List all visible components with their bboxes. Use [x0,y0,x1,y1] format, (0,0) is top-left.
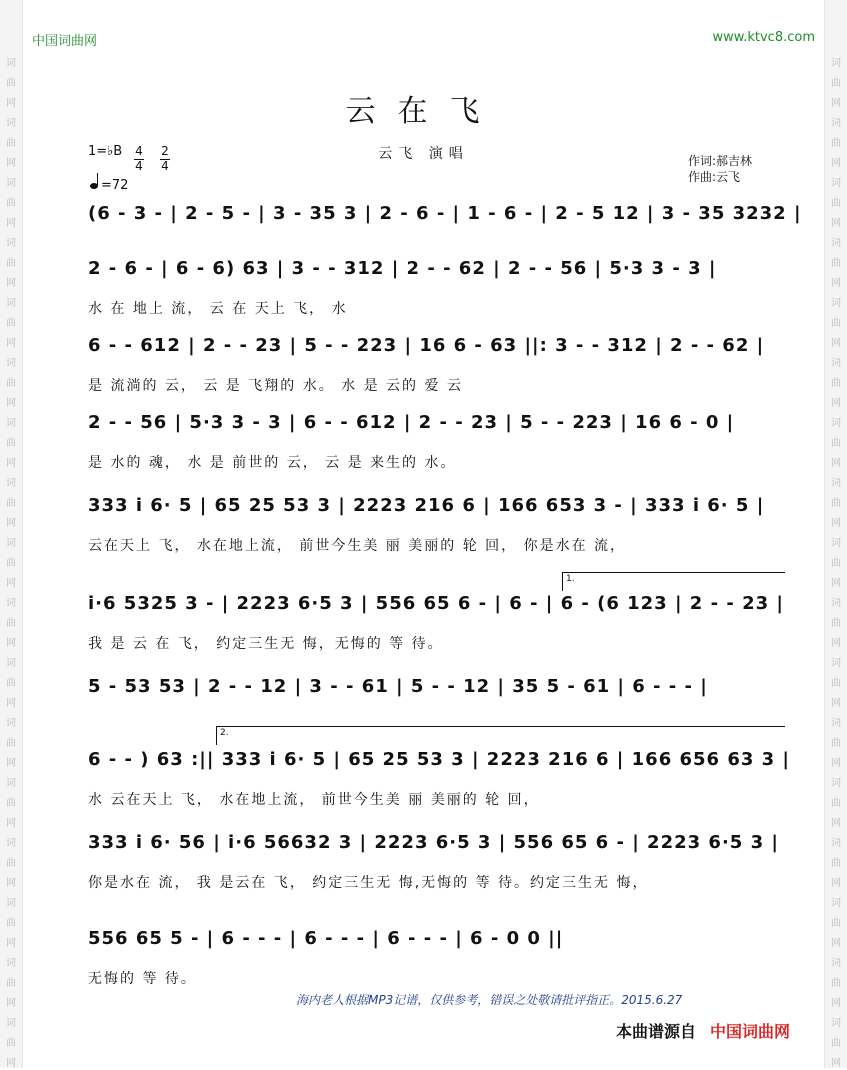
watermark-glyph: 词 [6,778,16,789]
watermark-glyph: 词 [6,838,16,849]
watermark-glyph: 曲 [831,618,841,629]
watermark-glyph: 曲 [6,498,16,509]
watermark-glyph: 网 [6,818,16,829]
watermark-glyph: 词 [831,298,841,309]
watermark-glyph: 网 [831,218,841,229]
watermark-glyph: 词 [831,958,841,969]
notation-line: 5 - 53 53 | 2 - - 12 | 3 - - 61 | 5 - - 12 | 35 5 - 61 | 6 - - - | [88,676,708,697]
quarter-note-icon [90,183,98,189]
time-sig-1: 4 4 [135,144,143,173]
notation-line: 6 - - 612 | 2 - - 23 | 5 - - 223 | 16 6 - 63 ||: 3 - - 312 | 2 - - 62 | [88,335,765,356]
credits [688,153,752,185]
watermark-glyph: 曲 [831,138,841,149]
watermark-glyph: 曲 [6,438,16,449]
watermark-glyph: 曲 [831,918,841,929]
watermark-glyph: 词 [831,718,841,729]
watermark-glyph: 网 [831,458,841,469]
watermark-glyph: 曲 [6,738,16,749]
notation-line: i·6 5325 3 - | 2223 6·5 3 | 556 65 6 - | 6 - | 6 - (6 123 | 2 - - 23 | [88,593,784,614]
composer: 作曲:云飞 [688,170,741,184]
watermark-glyph: 网 [6,458,16,469]
watermark-glyph: 词 [831,118,841,129]
watermark-glyph: 词 [831,658,841,669]
watermark-glyph: 曲 [6,618,16,629]
notation-line: 556 65 5 - | 6 - - - | 6 - - - | 6 - - - | 6 - 0 0 || [88,928,564,949]
transcriber-note: 海内老人根据MP3记谱，仅供参考，错误之处敬请批评指正。2015.6.27 [296,993,683,1007]
watermark-glyph: 曲 [831,978,841,989]
notation-line: 333 i 6· 56 | i·6 56632 3 | 2223 6·5 3 | 556 65 6 - | 2223 6·5 3 | [88,832,779,853]
watermark-glyph: 网 [831,158,841,169]
notation-line: 2 - - 56 | 5·3 3 - 3 | 6 - - 612 | 2 - - 23 | 5 - - 223 | 16 6 - 0 | [88,412,735,433]
lyric-line: 是 水的 魂， 水 是 前世的 云， 云 是 来生的 水。 [88,455,457,471]
watermark-glyph: 曲 [6,258,16,269]
time-sig-2: 2 4 [161,144,169,173]
watermark-glyph: 词 [6,1018,16,1029]
watermark-glyph: 网 [6,338,16,349]
watermark-glyph: 曲 [831,738,841,749]
watermark-glyph: 词 [831,1018,841,1029]
watermark-glyph: 词 [831,778,841,789]
watermark-glyph: 网 [831,98,841,109]
key-label: 1=♭B [88,144,123,159]
lyricist: 作词:郝吉林 [688,154,753,168]
watermark-glyph: 网 [6,98,16,109]
watermark-glyph: 词 [6,418,16,429]
watermark-glyph: 网 [831,878,841,889]
watermark-glyph: 网 [6,398,16,409]
watermark-glyph: 网 [6,158,16,169]
watermark-glyph: 词 [831,58,841,69]
watermark-glyph: 网 [6,758,16,769]
notation-line: 333 i 6· 5 | 65 25 53 3 | 2223 216 6 | 166 653 3 - | 333 i 6· 5 | [88,495,765,516]
lyric-line: 你是水在 流， 我 是云在 飞， 约定三生无 悔,无悔的 等 待。约定三生无 悔， [88,875,649,891]
source-label: 本曲谱源自 [616,1022,697,1041]
lyric-line: 云在天上 飞， 水在地上流， 前世今生美 丽 美丽的 轮 回， 你是水在 流， [88,538,627,554]
watermark-glyph: 网 [831,818,841,829]
watermark-glyph: 词 [831,178,841,189]
watermark-glyph: 词 [831,538,841,549]
watermark-glyph: 网 [831,638,841,649]
watermark-glyph: 网 [831,758,841,769]
lyric-line: 我 是 云 在 飞， 约定三生无 悔，无悔的 等 待。 [88,636,444,652]
watermark-glyph: 曲 [831,318,841,329]
watermark-glyph: 曲 [6,1038,16,1049]
watermark-glyph: 网 [6,218,16,229]
watermark-glyph: 词 [6,118,16,129]
watermark-glyph: 曲 [6,798,16,809]
watermark-glyph: 曲 [831,78,841,89]
watermark-glyph: 词 [6,358,16,369]
watermark-glyph: 词 [6,538,16,549]
source-credit [616,1019,790,1042]
watermark-glyph: 曲 [831,498,841,509]
watermark-glyph: 网 [6,698,16,709]
watermark-glyph: 网 [6,578,16,589]
watermark-glyph: 网 [6,638,16,649]
watermark-glyph: 网 [831,338,841,349]
watermark-glyph: 词 [831,838,841,849]
site-logo-link[interactable]: 中国词曲网 [32,34,98,49]
watermark-glyph: 曲 [6,918,16,929]
source-brand: 中国词曲网 [710,1022,791,1041]
watermark-glyph: 词 [6,598,16,609]
song-title: 云在飞 [345,94,502,129]
watermark-glyph: 曲 [6,558,16,569]
watermark-glyph: 网 [6,998,16,1009]
watermark-glyph: 词 [6,718,16,729]
watermark-glyph: 曲 [831,858,841,869]
watermark-glyph: 曲 [6,858,16,869]
lyric-line: 水 在 地上 流， 云 在 天上 飞， 水 [88,301,348,317]
volta-first-bracket: 1. [562,572,785,591]
watermark-glyph: 词 [831,418,841,429]
watermark-glyph: 网 [831,698,841,709]
watermark-glyph: 网 [831,938,841,949]
watermark-glyph: 曲 [6,678,16,689]
watermark-glyph: 词 [6,958,16,969]
watermark-glyph: 词 [6,658,16,669]
watermark-glyph: 曲 [831,378,841,389]
watermark-glyph: 词 [6,238,16,249]
watermark-glyph: 网 [6,518,16,529]
watermark-glyph: 网 [831,578,841,589]
watermark-glyph: 词 [831,898,841,909]
notation-line: (6 - 3 - | 2 - 5 - | 3 - 35 3 | 2 - 6 - | 1 - 6 - | 2 - 5 12 | 3 - 35 3232 | [88,203,802,224]
watermark-glyph: 词 [6,478,16,489]
watermark-glyph: 网 [831,518,841,529]
notation-line: 2 - 6 - | 6 - 6) 63 | 3 - - 312 | 2 - - 62 | 2 - - 56 | 5·3 3 - 3 | [88,258,717,279]
tempo-mark: =72 [90,178,128,193]
lyric-line: 水 云在天上 飞， 水在地上流， 前世今生美 丽 美丽的 轮 回， [88,792,540,808]
watermark-glyph: 词 [831,598,841,609]
watermark-glyph: 曲 [831,258,841,269]
watermark-glyph: 曲 [6,318,16,329]
watermark-glyph: 曲 [831,678,841,689]
watermark-glyph: 词 [6,58,16,69]
watermark-glyph: 曲 [6,378,16,389]
watermark-glyph: 词 [6,178,16,189]
watermark-glyph: 词 [831,478,841,489]
watermark-glyph: 网 [6,938,16,949]
watermark-glyph: 曲 [831,438,841,449]
watermark-glyph: 网 [831,278,841,289]
watermark-glyph: 词 [6,298,16,309]
watermark-glyph: 词 [831,358,841,369]
watermark-glyph: 曲 [831,1038,841,1049]
watermark-glyph: 曲 [6,78,16,89]
volta-second-bracket: 2. [216,726,785,745]
watermark-glyph: 曲 [6,198,16,209]
lyric-line: 是 流淌的 云， 云 是 飞翔的 水。 水 是 云的 爱 云 [88,378,463,394]
watermark-glyph: 网 [831,398,841,409]
lyric-line: 无悔的 等 待。 [88,971,197,987]
watermark-glyph: 曲 [831,558,841,569]
watermark-glyph: 词 [831,238,841,249]
watermark-glyph: 词 [6,898,16,909]
watermark-glyph: 曲 [831,798,841,809]
key-signature [88,144,169,173]
watermark-glyph: 网 [831,998,841,1009]
watermark-glyph: 网 [831,1058,841,1069]
watermark-glyph: 网 [6,278,16,289]
watermark-glyph: 曲 [831,198,841,209]
watermark-glyph: 曲 [6,138,16,149]
notation-line: 6 - - ) 63 :|| 333 i 6· 5 | 65 25 53 3 | 2223 216 6 | 166 656 63 3 | [88,749,790,770]
site-url-link[interactable]: www.ktvc8.com [712,30,815,45]
watermark-glyph: 网 [6,878,16,889]
watermark-glyph: 曲 [6,978,16,989]
watermark-glyph: 网 [6,1058,16,1069]
singer-credit: 云飞 演唱 [378,146,469,162]
